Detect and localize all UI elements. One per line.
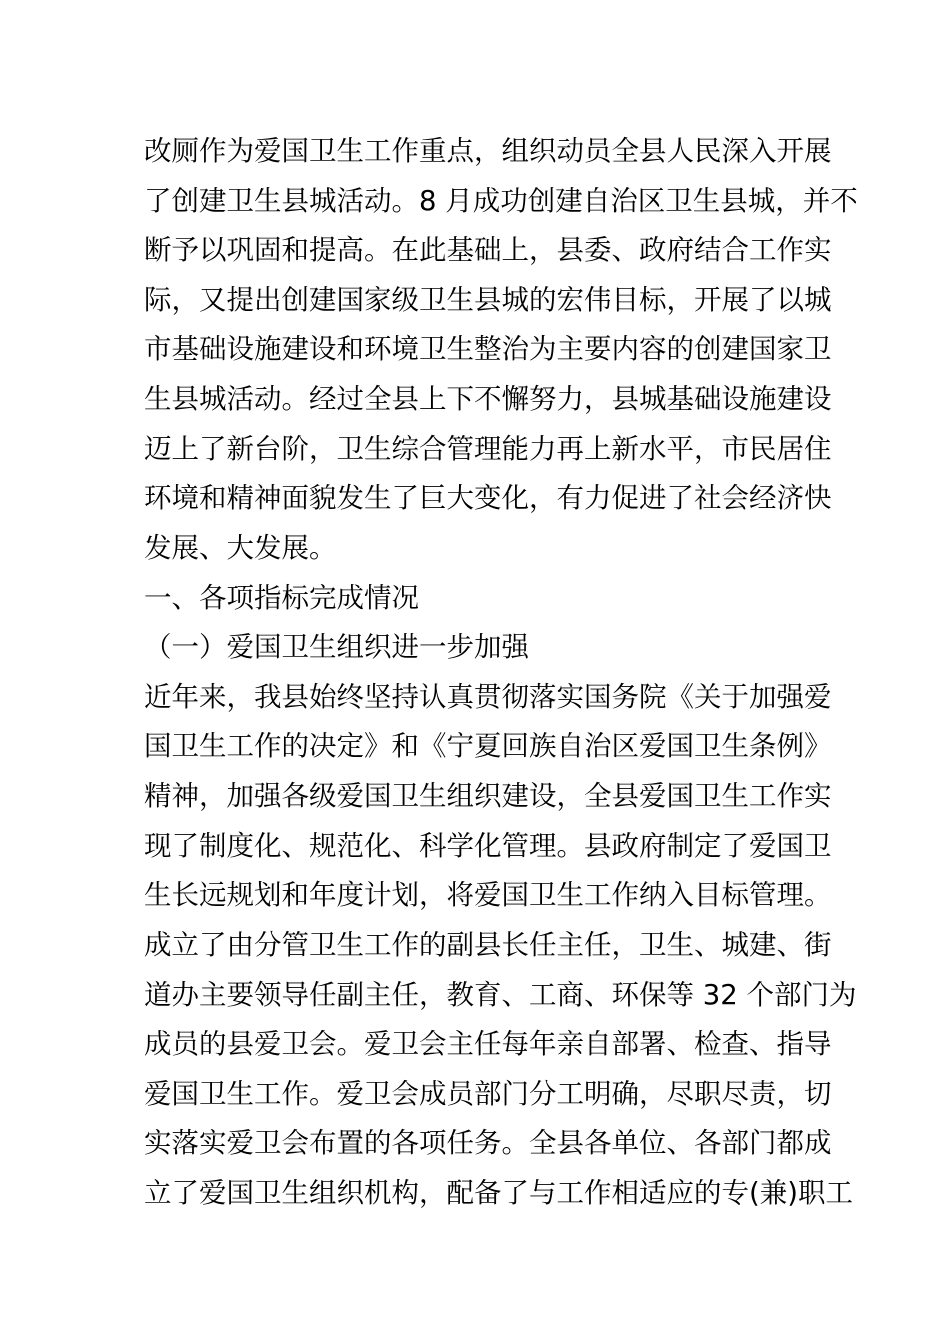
text-line: 际，又提出创建国家级卫生县城的宏伟目标，开展了以城 <box>144 284 832 316</box>
text-line: 实落实爱卫会布置的各项任务。全县各单位、各部门都成 <box>144 1127 832 1159</box>
text-line: 生县城活动。经过全县上下不懈努力，县城基础设施建设 <box>144 383 832 415</box>
text-line: 发展、大发展。 <box>144 532 337 564</box>
text-line: 迈上了新台阶，卫生综合管理能力再上新水平，市民居住 <box>144 433 832 465</box>
text-line: 断予以巩固和提高。在此基础上，县委、政府结合工作实 <box>144 234 832 266</box>
subsection-heading: （一）爱国卫生组织进一步加强 <box>144 631 529 663</box>
section-heading: 一、各项指标完成情况 <box>144 582 419 614</box>
text-line: 现了制度化、规范化、科学化管理。县政府制定了爱国卫 <box>144 830 832 862</box>
text-line: 环境和精神面貌发生了巨大变化，有力促进了社会经济快 <box>144 482 832 514</box>
text-line: 了创建卫生县城活动。8 月成功创建自治区卫生县城，并不 <box>144 185 858 217</box>
text-line: 国卫生工作的决定》和《宁夏回族自治区爱国卫生条例》 <box>144 730 832 762</box>
text-line: 生长远规划和年度计划，将爱国卫生工作纳入目标管理。 <box>144 879 832 911</box>
text-line: 市基础设施建设和环境卫生整治为主要内容的创建国家卫 <box>144 333 832 365</box>
text-line: 改厕作为爱国卫生工作重点，组织动员全县人民深入开展 <box>144 135 832 167</box>
text-line: 近年来，我县始终坚持认真贯彻落实国务院《关于加强爱 <box>144 681 832 713</box>
text-line: 立了爱国卫生组织机构，配备了与工作相适应的专(兼)职工 <box>144 1177 853 1209</box>
text-line: 道办主要领导任副主任，教育、工商、环保等 32 个部门为 <box>144 979 857 1011</box>
text-line: 精神，加强各级爱国卫生组织建设，全县爱国卫生工作实 <box>144 780 832 812</box>
text-line: 爱国卫生工作。爱卫会成员部门分工明确，尽职尽责，切 <box>144 1078 832 1110</box>
text-line: 成立了由分管卫生工作的副县长任主任，卫生、城建、街 <box>144 929 832 961</box>
text-line: 成员的县爱卫会。爱卫会主任每年亲自部署、检查、指导 <box>144 1028 832 1060</box>
